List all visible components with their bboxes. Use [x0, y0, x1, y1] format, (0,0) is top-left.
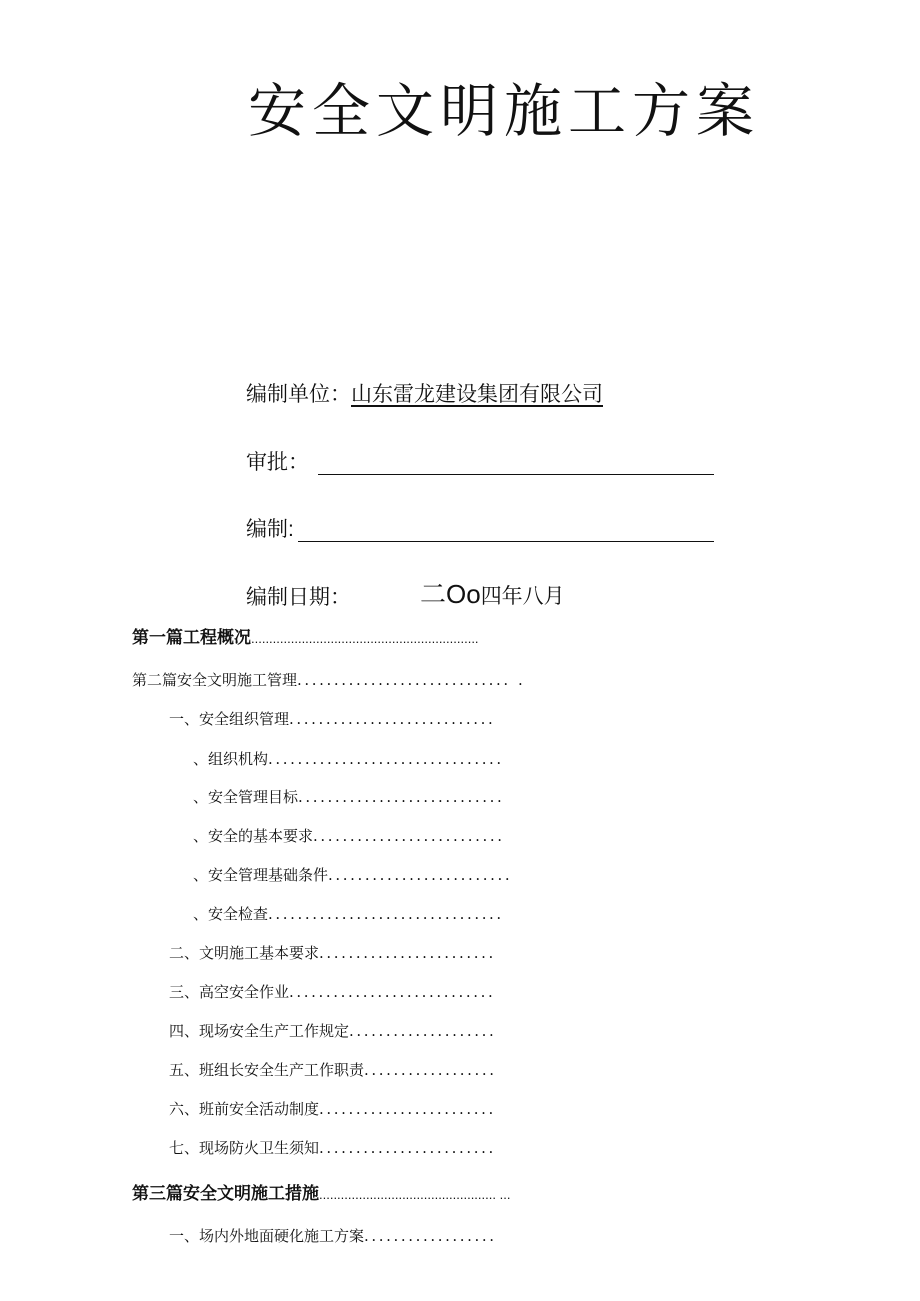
toc-entry[interactable]: [169, 1102, 496, 1117]
toc-entry[interactable]: [169, 1229, 497, 1244]
approval-label: 审批：: [246, 451, 309, 474]
toc-leader-dots: ...............................................................: [251, 631, 479, 646]
toc-leader-dots: .........................: [328, 866, 513, 884]
toc-entry-text: 第三篇安全文明施工措施: [132, 1184, 319, 1203]
compile-date-year-part: 二Oo: [420, 579, 481, 609]
toc-entry-text: 、安全检查: [193, 905, 269, 923]
toc-leader-dots: ........................: [319, 1100, 496, 1118]
toc-leader-dots: ................................................. ...: [319, 1187, 511, 1202]
toc-entry-text: 六、班前安全活动制度: [169, 1100, 320, 1118]
toc-leader-dots: ..........................: [313, 827, 505, 845]
toc-leader-dots: ............................. .: [297, 671, 526, 689]
compile-date-value: [420, 581, 565, 607]
document-title: 安全文明施工方案: [248, 77, 761, 145]
compile-date-rest: 四年八月: [480, 585, 565, 608]
toc-entry[interactable]: [193, 868, 512, 883]
toc-leader-dots: ............................: [298, 788, 505, 806]
toc-entry-text: 第二篇安全文明施工管理: [132, 671, 298, 689]
toc-entry-text: 、安全管理目标: [193, 788, 299, 806]
toc-entry[interactable]: [169, 1063, 497, 1078]
compile-date-label: 编制日期：: [246, 586, 351, 609]
toc-leader-dots: ............................: [289, 983, 496, 1001]
toc-entry[interactable]: [169, 712, 495, 727]
toc-entry-text: 二、文明施工基本要求: [169, 944, 320, 962]
toc-entry[interactable]: [132, 629, 479, 646]
toc-leader-dots: ....................: [349, 1022, 497, 1040]
compile-unit-value: 山东雷龙建设集团有限公司: [351, 383, 603, 406]
toc-leader-dots: ..................: [364, 1227, 497, 1245]
compile-unit-row: [246, 384, 603, 405]
toc-entry[interactable]: [169, 1024, 496, 1039]
toc-entry-text: 五、班组长安全生产工作职责: [169, 1061, 365, 1079]
editor-row: [246, 519, 294, 540]
approval-row: [246, 452, 309, 473]
approval-signature-line: [318, 474, 714, 475]
toc-entry-text: 第一篇工程概况: [132, 628, 251, 647]
toc-entry-text: 四、现场安全生产工作规定: [169, 1022, 350, 1040]
editor-label: 编制:: [246, 518, 294, 541]
toc-entry[interactable]: [169, 946, 496, 961]
editor-signature-line: [298, 541, 714, 542]
toc-entry[interactable]: [193, 790, 504, 805]
toc-entry[interactable]: [193, 829, 505, 844]
compile-date-row: [246, 579, 565, 609]
toc-entry[interactable]: [193, 752, 504, 767]
toc-entry[interactable]: [132, 1185, 510, 1202]
toc-leader-dots: ............................: [289, 710, 496, 728]
toc-leader-dots: ........................: [319, 944, 496, 962]
toc-entry-text: 一、安全组织管理: [169, 710, 290, 728]
compile-unit-label: 编制单位：: [246, 383, 351, 406]
toc-entry-text: 、安全的基本要求: [193, 827, 314, 845]
toc-leader-dots: ................................: [268, 750, 504, 768]
toc-entry-text: 、组织机构: [193, 750, 269, 768]
toc-entry-text: 七、现场防火卫生须知: [169, 1139, 320, 1157]
toc-entry[interactable]: [169, 985, 495, 1000]
toc-entry[interactable]: [193, 907, 504, 922]
toc-leader-dots: ................................: [268, 905, 504, 923]
toc-entry-text: 一、场内外地面硬化施工方案: [169, 1227, 365, 1245]
toc-entry[interactable]: [169, 1141, 496, 1156]
toc-entry-text: 、安全管理基础条件: [193, 866, 329, 884]
toc-entry-text: 三、高空安全作业: [169, 983, 290, 1001]
toc-leader-dots: ........................: [319, 1139, 496, 1157]
toc-leader-dots: ..................: [364, 1061, 497, 1079]
toc-entry[interactable]: [132, 673, 525, 688]
